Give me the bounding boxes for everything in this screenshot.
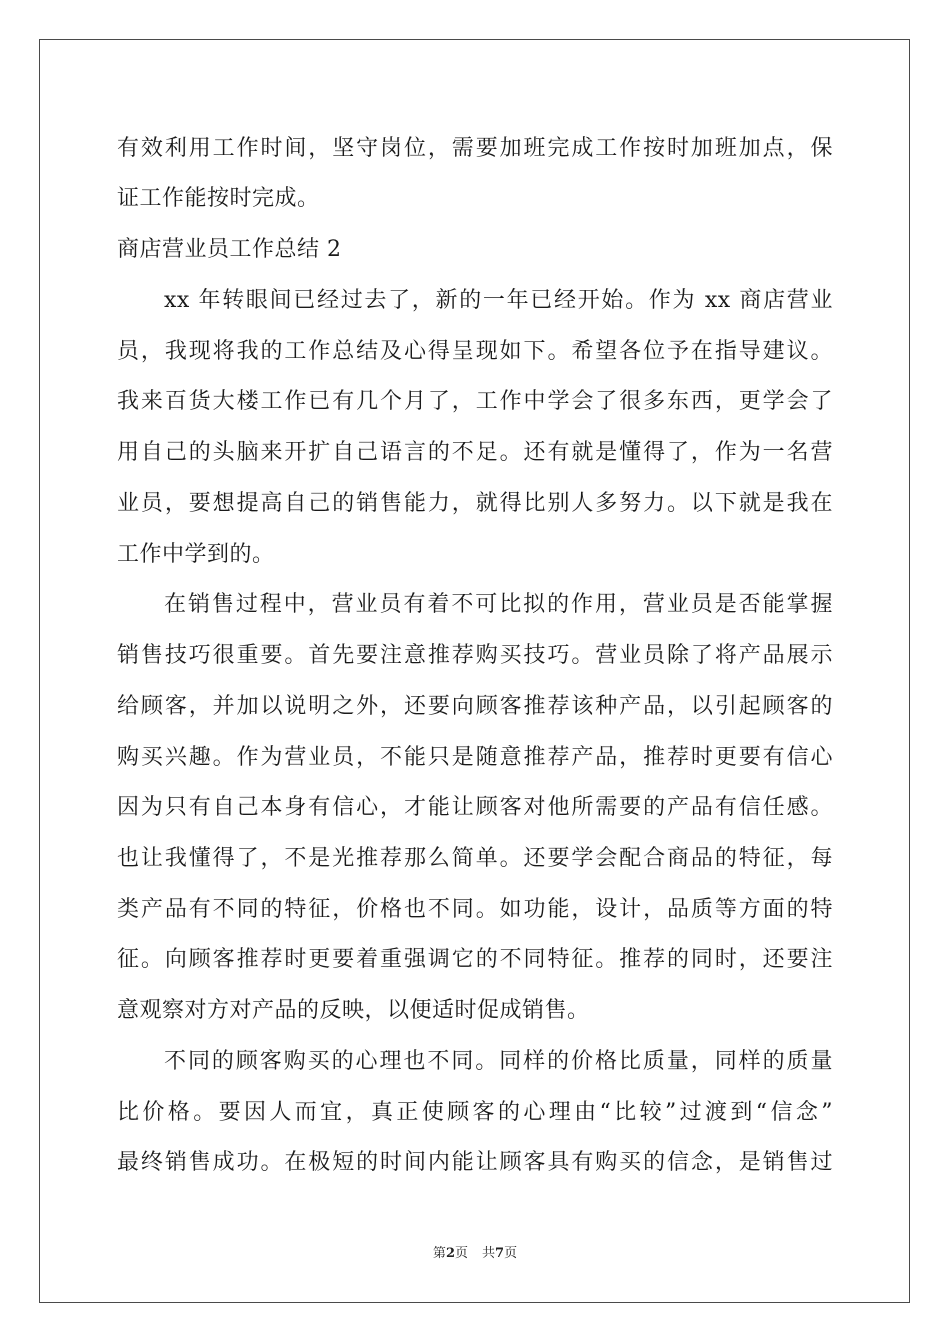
text-line: 购买兴趣。作为营业员，不能只是随意推荐产品，推荐时更要有信心 <box>117 745 833 770</box>
text-line: 工作中学到的。 <box>117 542 275 567</box>
text-line: 征。向顾客推荐时更要着重强调它的不同特征。推荐的同时，还要注 <box>117 947 833 972</box>
text-line: xx 年转眼间已经过去了，新的一年已经开始。作为 xx 商店营业 <box>164 288 833 313</box>
text-line: 我来百货大楼工作已有几个月了，工作中学会了很多东西，更学会了 <box>117 389 833 414</box>
page-footer <box>0 1245 950 1263</box>
total-pages: 7 <box>495 1246 505 1261</box>
text-line: 有效利用工作时间，坚守岗位，需要加班完成工作按时加班加点，保 <box>117 136 833 161</box>
text-line: 也让我懂得了，不是光推荐那么简单。还要学会配合商品的特征，每 <box>117 846 833 871</box>
page-suffix: 页 <box>454 1246 468 1261</box>
text-line: 最终销售成功。在极短的时间内能让顾客具有购买的信念，是销售过 <box>117 1150 833 1175</box>
section-heading: 商店营业员工作总结 2 <box>117 237 342 262</box>
text-line: 销售技巧很重要。首先要注意推荐购买技巧。营业员除了将产品展示 <box>117 643 833 668</box>
text-line: 给顾客，并加以说明之外，还要向顾客推荐该种产品，以引起顾客的 <box>117 694 833 719</box>
text-line: 在销售过程中，营业员有着不可比拟的作用，营业员是否能掌握 <box>164 592 833 617</box>
text-line: 业员，要想提高自己的销售能力，就得比别人多努力。以下就是我在 <box>117 491 833 516</box>
text-line: 比价格。要因人而宜，真正使顾客的心理由“比较”过渡到“信念” <box>117 1100 833 1125</box>
text-line: 员，我现将我的工作总结及心得呈现如下。希望各位予在指导建议。 <box>117 339 833 364</box>
text-line: 证工作能按时完成。 <box>117 186 320 211</box>
total-suffix: 页 <box>504 1246 518 1261</box>
total-prefix: 共 <box>482 1246 496 1261</box>
text-line: 不同的顾客购买的心理也不同。同样的价格比质量，同样的质量 <box>164 1049 833 1074</box>
text-line: 因为只有自己本身有信心，才能让顾客对他所需要的产品有信任感。 <box>117 795 833 820</box>
text-line: 意观察对方对产品的反映，以便适时促成销售。 <box>117 998 590 1023</box>
text-line: 类产品有不同的特征，价格也不同。如功能，设计，品质等方面的特 <box>117 897 833 922</box>
page-number: 2 <box>445 1246 455 1261</box>
page-prefix: 第 <box>432 1246 446 1261</box>
text-line: 用自己的头脑来开扩自己语言的不足。还有就是懂得了，作为一名营 <box>117 440 833 465</box>
